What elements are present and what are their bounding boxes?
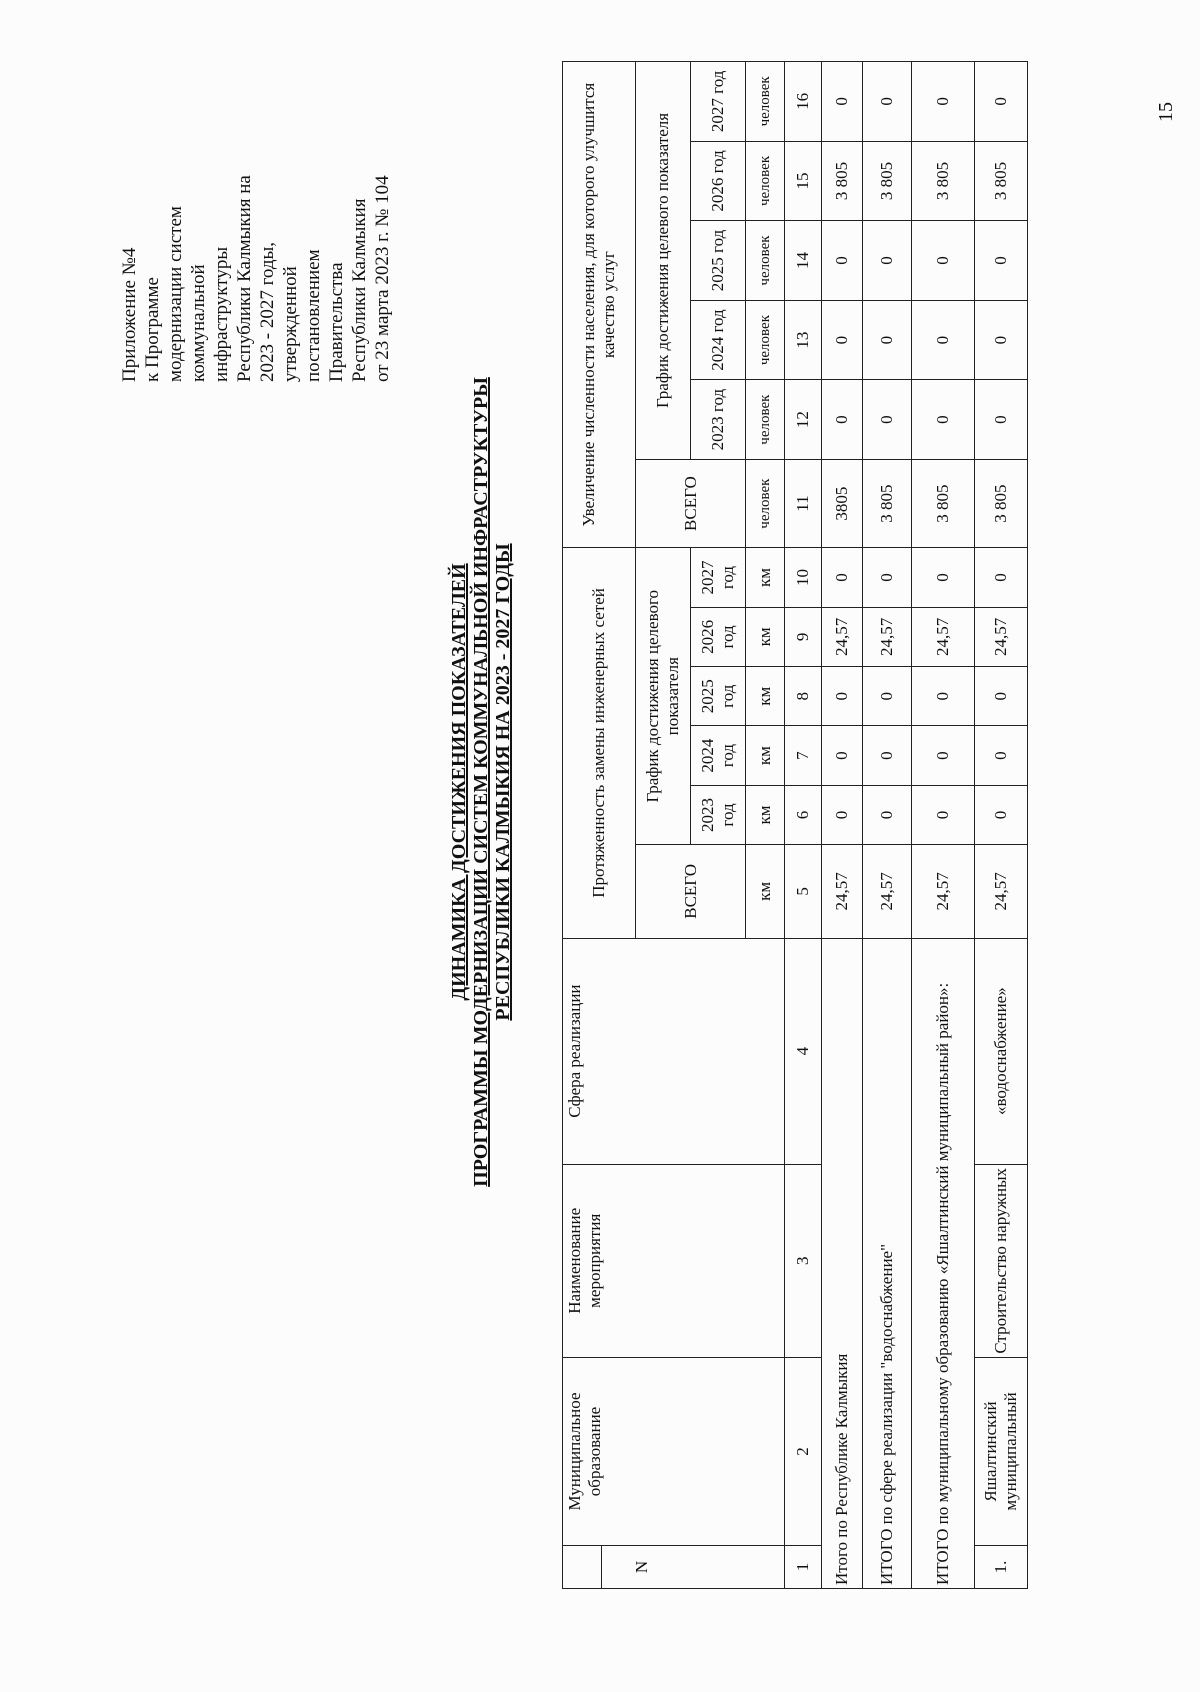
km-2024: 0 <box>975 726 1028 785</box>
appendix-line: утвержденной <box>280 266 301 382</box>
document-title <box>448 72 514 1492</box>
unit-km: км <box>746 548 785 607</box>
column-number: 11 <box>785 459 822 547</box>
header-municipality: Муниципальное образование <box>563 1357 785 1545</box>
year-people-2025: 2025 год <box>691 221 746 301</box>
column-number: 8 <box>785 667 822 726</box>
people-2023: 0 <box>912 380 975 460</box>
table-row <box>975 62 1028 1589</box>
row-municipality: Яшалтинский муниципальный <box>975 1357 1028 1545</box>
unit-people: человек <box>746 221 785 301</box>
year-km-2027: 2027 год <box>691 548 746 607</box>
appendix-line: Приложение №4 <box>119 247 140 382</box>
km-2027: 0 <box>912 548 975 607</box>
total-row-republic <box>822 62 863 1589</box>
column-number-row <box>785 62 822 1589</box>
km-2027: 0 <box>822 548 863 607</box>
km-2026: 24,57 <box>975 607 1028 666</box>
people-2023: 0 <box>975 380 1028 460</box>
row-sphere: «водоснабжение» <box>975 938 1028 1164</box>
km-2025: 0 <box>863 667 912 726</box>
column-number: 9 <box>785 607 822 666</box>
km-2026: 24,57 <box>822 607 863 666</box>
header-n: N <box>563 1546 785 1589</box>
year-people-2024: 2024 год <box>691 300 746 380</box>
row-number: 1. <box>975 1546 1028 1589</box>
people-total: 3 805 <box>912 459 975 547</box>
column-number: 2 <box>785 1357 822 1545</box>
people-2025: 0 <box>912 221 975 301</box>
header-length-group: Протяженность замены инженерных сетей <box>563 548 636 938</box>
appendix-line: инфраструктуры <box>211 246 232 382</box>
people-total: 3805 <box>822 459 863 547</box>
total-label: ИТОГО по сфере реализации "водоснабжение" <box>863 938 912 1588</box>
column-number: 5 <box>785 845 822 938</box>
km-2025: 0 <box>975 667 1028 726</box>
unit-people: человек <box>746 300 785 380</box>
km-total: 24,57 <box>863 845 912 938</box>
year-km-2024: 2024 год <box>691 726 746 785</box>
header-people-total: ВСЕГО <box>636 459 746 547</box>
people-2026: 3 805 <box>912 141 975 221</box>
unit-km: км <box>746 845 785 938</box>
column-number: 4 <box>785 938 822 1164</box>
appendix-line: 2023 - 2027 годы, <box>257 241 278 382</box>
title-line-2: ПРОГРАММЫ МОДЕРНИЗАЦИИ СИСТЕМ КОММУНАЛЬНОЙ ИНФРАСТРУКТУРЫ <box>470 377 492 1187</box>
year-people-2023: 2023 год <box>691 380 746 460</box>
title-line-3: РЕСПУБЛИКИ КАЛМЫКИЯ НА 2023 - 2027 ГОДЫ <box>492 543 514 1021</box>
people-2027: 0 <box>912 62 975 142</box>
column-number: 6 <box>785 785 822 844</box>
header-people-schedule: График достижения целевого показателя <box>636 62 691 460</box>
column-number: 15 <box>785 141 822 221</box>
appendix-line: постановлением <box>303 249 324 382</box>
km-total: 24,57 <box>822 845 863 938</box>
appendix-note <box>118 82 394 382</box>
people-2025: 0 <box>863 221 912 301</box>
km-total: 24,57 <box>975 845 1028 938</box>
people-2027: 0 <box>975 62 1028 142</box>
column-number: 7 <box>785 726 822 785</box>
people-2025: 0 <box>975 221 1028 301</box>
people-2024: 0 <box>912 300 975 380</box>
header-length-total: ВСЕГО <box>636 845 746 938</box>
people-2027: 0 <box>822 62 863 142</box>
header-row-1 <box>563 62 636 1589</box>
km-2024: 0 <box>912 726 975 785</box>
km-2023: 0 <box>863 785 912 844</box>
km-total: 24,57 <box>912 845 975 938</box>
people-2027: 0 <box>863 62 912 142</box>
header-sphere: Сфера реализации <box>563 938 785 1164</box>
people-total: 3 805 <box>975 459 1028 547</box>
column-number: 3 <box>785 1164 822 1357</box>
indicators-table <box>562 61 1028 1589</box>
appendix-line: к Программе <box>142 277 163 382</box>
km-2025: 0 <box>912 667 975 726</box>
unit-people: человек <box>746 459 785 547</box>
unit-km: км <box>746 607 785 666</box>
unit-km: км <box>746 726 785 785</box>
year-people-2027: 2027 год <box>691 62 746 142</box>
people-2025: 0 <box>822 221 863 301</box>
km-2024: 0 <box>822 726 863 785</box>
column-number: 12 <box>785 380 822 460</box>
unit-people: человек <box>746 141 785 221</box>
unit-km: км <box>746 667 785 726</box>
total-row-sphere <box>863 62 912 1589</box>
total-row-municipality <box>912 62 975 1589</box>
km-2025: 0 <box>822 667 863 726</box>
column-number: 13 <box>785 300 822 380</box>
total-label: Итого по Республике Калмыкия <box>822 938 863 1588</box>
appendix-line: Республики Калмыкия <box>349 198 370 382</box>
appendix-line: Республики Калмыкия на <box>234 175 255 382</box>
km-2023: 0 <box>912 785 975 844</box>
people-2026: 3 805 <box>975 141 1028 221</box>
km-2023: 0 <box>822 785 863 844</box>
km-2026: 24,57 <box>912 607 975 666</box>
appendix-line: модернизации систем <box>165 206 186 382</box>
year-km-2026: 2026 год <box>691 607 746 666</box>
people-2023: 0 <box>863 380 912 460</box>
people-2024: 0 <box>863 300 912 380</box>
people-2026: 3 805 <box>863 141 912 221</box>
appendix-line: коммунальной <box>188 264 209 382</box>
column-number: 14 <box>785 221 822 301</box>
km-2027: 0 <box>863 548 912 607</box>
people-2023: 0 <box>822 380 863 460</box>
people-2024: 0 <box>975 300 1028 380</box>
people-total: 3 805 <box>863 459 912 547</box>
year-km-2025: 2025 год <box>691 667 746 726</box>
column-number: 10 <box>785 548 822 607</box>
header-measure: Наименование мероприятия <box>563 1164 785 1357</box>
unit-km: км <box>746 785 785 844</box>
title-line-1: ДИНАМИКА ДОСТИЖЕНИЯ ПОКАЗАТЕЛЕЙ <box>448 563 470 1001</box>
appendix-line: от 23 марта 2023 г. № 104 <box>372 175 393 382</box>
km-2027: 0 <box>975 548 1028 607</box>
header-length-schedule: График достижения целевого показателя <box>636 548 691 845</box>
column-number: 1 <box>785 1546 822 1589</box>
km-2026: 24,57 <box>863 607 912 666</box>
header-population-group: Увеличение численности населения, для которого улучшится качество услуг <box>563 62 636 548</box>
km-2023: 0 <box>975 785 1028 844</box>
year-people-2026: 2026 год <box>691 141 746 221</box>
km-2024: 0 <box>863 726 912 785</box>
unit-people: человек <box>746 62 785 142</box>
appendix-line: Правительства <box>326 262 347 382</box>
row-measure: Строительство наружных <box>975 1164 1028 1357</box>
column-number: 16 <box>785 62 822 142</box>
total-label: ИТОГО по муниципальному образованию «Яшалтинский муниципальный район»: <box>912 938 975 1588</box>
people-2026: 3 805 <box>822 141 863 221</box>
unit-people: человек <box>746 380 785 460</box>
year-km-2023: 2023 год <box>691 785 746 844</box>
page-number: 15 <box>1155 102 1177 122</box>
people-2024: 0 <box>822 300 863 380</box>
